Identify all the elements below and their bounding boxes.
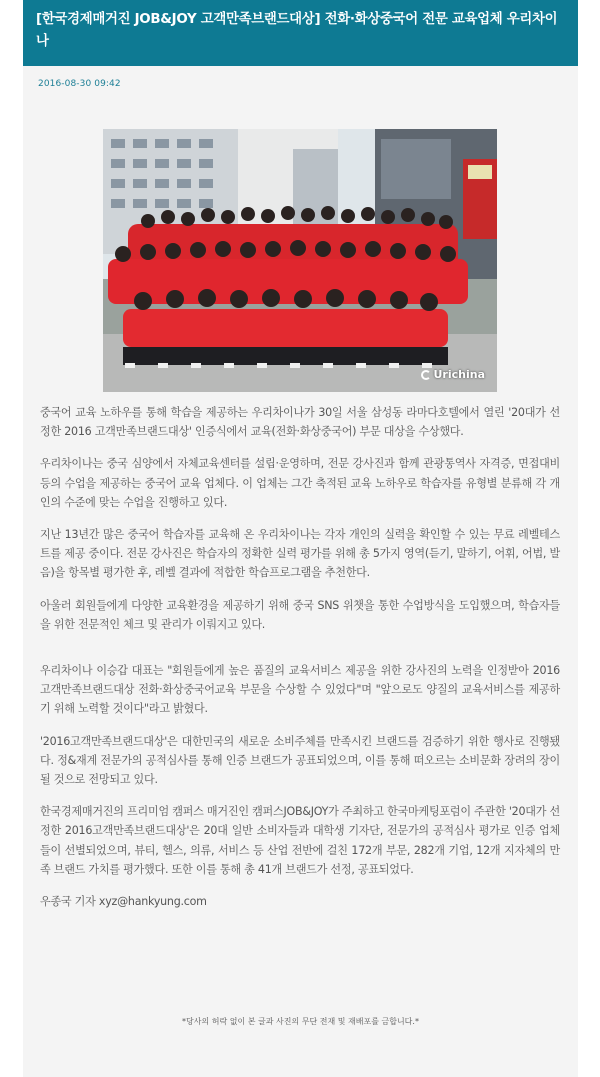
article-paragraph: 중국어 교육 노하우를 통해 학습을 제공하는 우리차이나가 30일 서울 삼성동 라마다호텔에서 열린 '20대가 선정한 2016 고객만족브랜드대상' 인증식에서 교육(전화·화상중국어) 부문 대상을 수상했다.	[40, 406, 560, 439]
copyright-notice: *당사의 허락 없이 본 글과 사진의 무단 전재 및 재배포를 금합니다.*	[182, 1017, 419, 1026]
article-paragraph: 우리차이나는 중국 심양에서 자체교육센터를 설립·운영하며, 전문 강사진과 함께 관광통역사 자격증, 면접대비 등의 수업을 제공하는 중국어 교육 업체다. 이 업체는 그간 축적된 교육 노하우로 학습자를 유형별 분류해 각 개인의 수준에 맞는 수업을 진행하고 있다.	[40, 457, 560, 509]
article-page	[23, 0, 578, 1077]
watermark-text: Urichina	[433, 368, 485, 381]
article-date: 2016-08-30 09:42	[38, 79, 121, 89]
article-paragraph: 지난 13년간 많은 중국어 학습자를 교육해 온 우리차이나는 각자 개인의 실력을 확인할 수 있는 무료 레벨테스트를 제공 중이다. 전문 강사진은 학습자의 정확한 실력 평가를 위해 총 5가지 영역(듣기, 말하기, 어휘, 어법, 발음)을 항목별 평가한 후, 레벨 결과에 적합한 학습프로그램을 추천한다.	[40, 528, 560, 580]
article-paragraph: 우리차이나 이승갑 대표는 "회원들에게 높은 품질의 교육서비스 제공을 위한 강사진의 노력을 인정받아 2016 고객만족브랜드대상 전화·화상중국어교육 부문을 수상할 수 있었다"며 "앞으로도 양질의 교육서비스를 제공하기 위해 노력할 것이다"라고 밝혔다.	[40, 664, 560, 716]
article-body	[40, 403, 560, 911]
article-paragraph: '2016고객만족브랜드대상'은 대한민국의 새로운 소비주체를 만족시킨 브랜드를 검증하기 위한 행사로 진행됐다. 정&재계 전문가의 공적심사를 통해 인증 브랜드가 공표되었으며, 이를 통해 떠오르는 소비문화 장려의 장이 될 것으로 전망되고 있다.	[40, 734, 560, 787]
reporter-byline: 우종국 기자 xyz@hankyung.com	[40, 895, 207, 909]
photo-watermark	[421, 368, 485, 381]
article-photo	[103, 129, 497, 392]
article-paragraph: 아울러 회원들에게 다양한 교육환경을 제공하기 위해 중국 SNS 위챗을 통한 수업방식을 도입했으며, 학습자들을 위한 전문적인 체크 및 관리가 이뤄지고 있다.	[40, 598, 560, 631]
article-title: [한국경제매거진 JOB&JOY 고객만족브랜드대상] 전화·화상중국어 전문 교육업체 우리차이나	[36, 12, 558, 49]
article-paragraph: 한국경제매거진의 프리미엄 캠퍼스 매거진인 캠퍼스JOB&JOY가 주최하고 한국마케팅포럼이 주관한 '20대가 선정한 2016고객만족브랜드대상'은 20대 일반 소비자들과 대학생 기자단, 전문가의 공적심사 평가로 인증 업체들이 선별되었으며, 뷰티, 헬스, 의류, 서비스 등 산업 전반에 걸친 172개 부문, 282개 기업, 12개 지자체의 만족 브랜드 가치를 평가했다. 또한 이를 통해 총 41개 브랜드가 선정, 공표되었다.	[40, 805, 560, 876]
group-photo-icon	[103, 129, 497, 392]
urichina-logo-icon	[421, 370, 431, 380]
article-header	[23, 0, 578, 66]
